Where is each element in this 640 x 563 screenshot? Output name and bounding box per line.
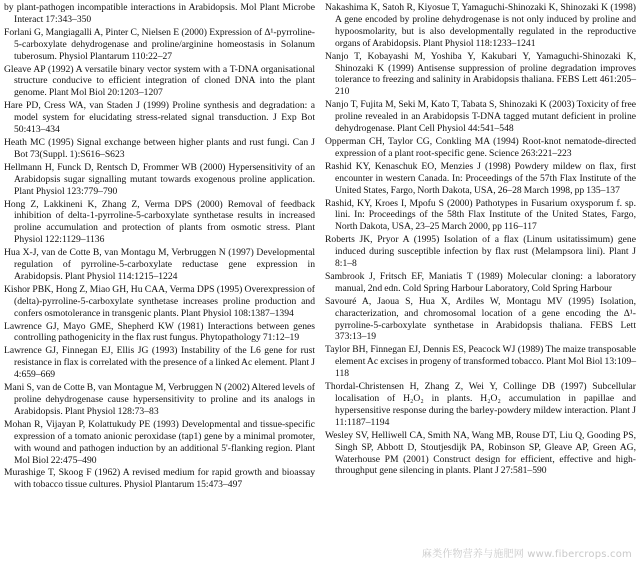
reference-entry: Hong Z, Lakkineni K, Zhang Z, Verma DPS (2000) Removal of feedback inhibition of delta-1-pyrroline-5-carboxylate synthetase results in increased proline accumulation and protection of plants from osmotic stress. Plant Physiol 122:1129–1136 <box>4 198 315 246</box>
reference-entry: Taylor BH, Finnegan EJ, Dennis ES, Peacock WJ (1989) The maize transposable element Ac excises in progeny of transformed tobacco. Plant Mol Biol 13:109–118 <box>325 344 636 380</box>
right-reference-column <box>325 2 636 478</box>
reference-entry: Forlani G, Mangiagalli A, Pinter C, Nielsen E (2000) Expression of Δ¹-pyrroline-5-carboxylate dehydrogenase and proline/arginine homeostasis in Solanum tuberosum. Physiol Plantarum 110:22–27 <box>4 26 315 62</box>
reference-entry: Roberts JK, Pryor A (1995) Isolation of a flax (Linum usitatissimum) gene induced during susceptible infection by flax rust (Melampsora lini). Plant J 8:1–8 <box>325 234 636 270</box>
reference-entry: Sambrook J, Fritsch EF, Maniatis T (1989) Molecular cloning: a laboratory manual, 2nd edn. Cold Spring Harbour Laboratory, Cold Spring Harbour <box>325 270 636 294</box>
reference-entry: Wesley SV, Helliwell CA, Smith NA, Wang MB, Rouse DT, Liu Q, Gooding PS, Singh SP, Abbott D, Stoutjesdijk PA, Robinson SP, Gleave AP, Green AG, Waterhouse PM (2001) Construct design for efficient, effective and high-throughput gene silencing in plants. Plant J 27:581–590 <box>325 429 636 477</box>
reference-entry: Hellmann H, Funck D, Rentsch D, Frommer WB (2000) Hypersensitivity of an Arabidopsis sugar signalling mutant towards exogenous proline application. Plant Physiol 123:779–790 <box>4 161 315 197</box>
reference-entry: Rashid, KY, Kroes I, Mpofu S (2000) Pathotypes in Fusarium oxysporum f. sp. lini. In: Proceedings of the 58th Flax Institute of the United States, Fargo, North Dakota, USA, 23–25 March 2000, pp 116–117 <box>325 197 636 233</box>
reference-entry: Hua X-J, van de Cotte B, van Montagu M, Verbruggen N (1997) Developmental regulation of pyrroline-5-carboxylate reductase gene expression in Arabidopsis. Plant Physiol 114:1215–1224 <box>4 247 315 282</box>
reference-entry: Hare PD, Cress WA, van Staden J (1999) Proline synthesis and degradation: a model system for elucidating stress-related signal transduction. J Exp Bot 50:413–434 <box>4 100 315 136</box>
reference-entry: Gleave AP (1992) A versatile binary vector system with a T-DNA organisational structure conducive to efficient integration of cloned DNA into the plant genome. Plant Mol Biol 20:1203–1207 <box>4 63 315 99</box>
reference-entry: Lawrence GJ, Mayo GME, Shepherd KW (1981) Interactions between genes controlling pathogenicity in the flax rust fungus. Phytopathology 71:12–19 <box>4 320 315 344</box>
reference-entry: Opperman CH, Taylor CG, Conkling MA (1994) Root-knot nematode-directed expression of a plant root-specific gene. Science 263:221–223 <box>325 135 636 159</box>
reference-entry: Nanjo T, Fujita M, Seki M, Kato T, Tabata S, Shinozaki K (2003) Toxicity of free proline revealed in an Arabidopsis T-DNA tagged mutant deficient in proline dehydrogenase. Plant Cell Physiol 44:541–548 <box>325 99 636 135</box>
reference-entry: Murashige T, Skoog F (1962) A revised medium for rapid growth and bioassay with tobacco tissue cultures. Physiol Plantarum 15:473–497 <box>4 467 315 491</box>
reference-entry: Kishor PBK, Hong Z, Miao GH, Hu CAA, Verma DPS (1995) Overexpression of (delta)-pyrroline-5-carboxylate synthetase increases proline production and confers osmotolerance in transgenic plants. Plant Physiol 108:1387–1394 <box>4 283 315 319</box>
reference-entry: Heath MC (1995) Signal exchange between higher plants and rust fungi. Can J Bot 73(Suppl. 1):S616–S623 <box>4 136 315 160</box>
reference-entry: Mani S, van de Cotte B, van Montague M, Verbruggen N (2002) Altered levels of proline dehydrogenase cause hypersensitivity to proline and its analogs in Arabidopsis. Plant Physiol 128:73–83 <box>4 382 315 417</box>
reference-entry: Lawrence GJ, Finnegan EJ, Ellis JG (1993) Instability of the L6 gene for rust resistance in flax is correlated with the presence of a linked Ac element. Plant J 4:659–669 <box>4 345 315 381</box>
reference-entry: Mohan R, Vijayan P, Kolattukudy PE (1993) Developmental and tissue-specific expression of a tomato anionic peroxidase (tap1) gene by a minimal promoter, with wound and pathogen induction by an additional 5'-flanking region. Plant Mol Biol 22:475–490 <box>4 418 315 466</box>
site-watermark: 麻类作物营养与施肥网 www.fibercrops.com <box>421 549 632 560</box>
reference-entry: Nakashima K, Satoh R, Kiyosue T, Yamaguchi-Shinozaki K, Shinozaki K (1998) A gene encoded by proline dehydrogenase is not only induced by proline and hypoosmolarity, but is also developmentally regulated in the reproductive organs of Arabidopsis. Plant Physiol 118:1233–1241 <box>325 2 636 49</box>
left-reference-column <box>4 2 315 492</box>
reference-entry: Thordal-Christensen H, Zhang Z, Wei Y, Collinge DB (1997) Subcellular localisation of H₂O₂ in plants. H₂O₂ accumulation in papillae and hypersensitive response during the barley-powdery mildew interaction. Plant J 11:1187–1194 <box>325 381 636 428</box>
reference-entry: Savouré A, Jaoua S, Hua X, Ardiles W, Montagu MV (1995) Isolation, characterization, and chromosomal location of a gene encoding the Δ¹-pyrroline-5-carboxylate synthetase in Arabidopsis thaliana. FEBS Lett 373:13–19 <box>325 295 636 343</box>
reference-entry: by plant-pathogen incompatible interactions in Arabidopsis. Mol Plant Microbe Interact 17:343–350 <box>4 2 315 25</box>
reference-entry: Nanjo T, Kobayashi M, Yoshiba Y, Kakubari Y, Yamaguchi-Shinozaki K, Shinozaki K (1999) Antisense suppression of proline degradation improves tolerance to freezing and salinity in Arabidopsis thaliana. FEBS Lett 461:205–210 <box>325 50 636 98</box>
reference-entry: Rashid KY, Kenaschuk EO, Menzies J (1998) Powdery mildew on flax, first encounter in western Canada. In: Proceedings of the 57th Flax Institute of the United States, Fargo, North Dakota, USA, 26–28 March 1998, pp 135–137 <box>325 160 636 196</box>
